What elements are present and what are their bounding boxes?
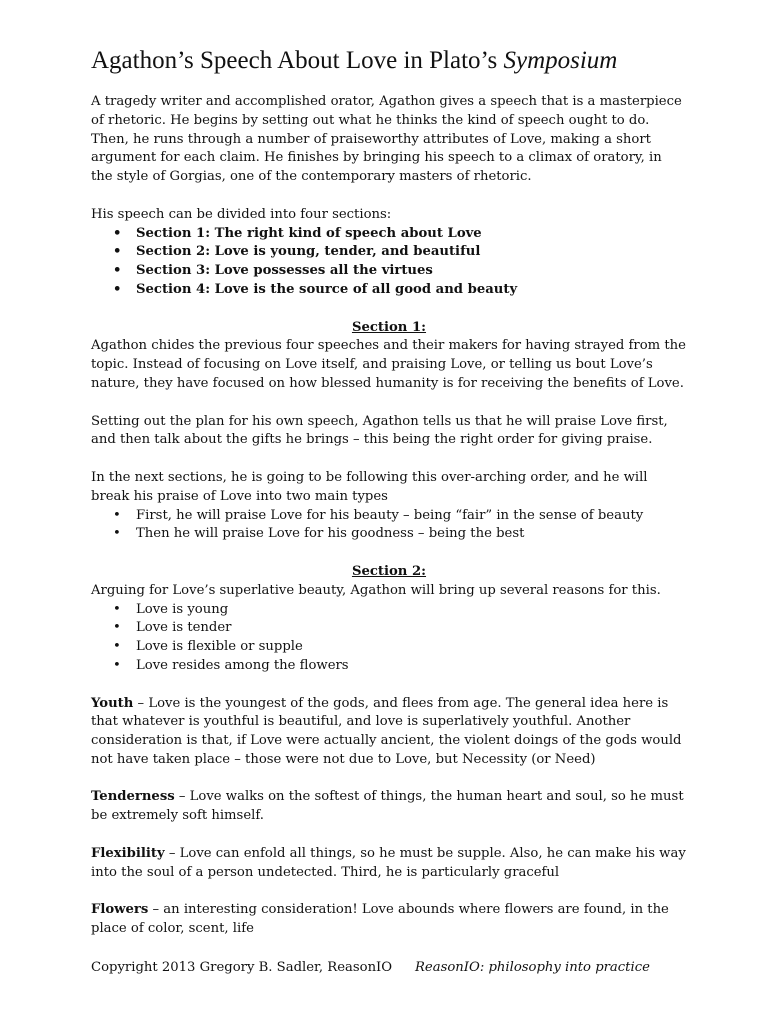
tenderness-text: – Love walks on the softest of things, the human heart and soul, so he must be extremely soft himself. xyxy=(91,789,684,824)
list-item: • Then he will praise Love for his goodness – being the best xyxy=(91,525,687,544)
section1-paragraph-3: In the next sections, he is going to be following this over-arching order, and he will break his praise of Love into two main types xyxy=(91,469,648,504)
page-title xyxy=(91,44,617,78)
list-item: • First, he will praise Love for his beauty – being “fair” in the sense of beauty xyxy=(91,507,687,526)
footer-tagline: ReasonIO: philosophy into practice xyxy=(415,960,650,975)
section2-heading: Section 2: xyxy=(351,563,427,579)
sections-list xyxy=(91,225,687,300)
list-item: • Section 3: Love possesses all the virtues xyxy=(91,262,687,281)
section2-paragraph-1: Arguing for Love’s superlative beauty, Agathon will bring up several reasons for this. xyxy=(91,582,661,598)
list-item: • Love is tender xyxy=(91,619,687,638)
flowers-text: – an interesting consideration! Love abounds where flowers are found, in the place of color, scent, life xyxy=(91,902,669,937)
flowers-paragraph xyxy=(91,901,687,939)
youth-text: – Love is the youngest of the gods, and flees from age. The general idea here is that whatever is youthful is beautiful, and love is superlatively youthful. Another consideration is that, if Love were actually ancient, the violent doings of the gods would not have taken place – those were not due to Love, but Necessity (or Need) xyxy=(91,695,682,767)
list-item: • Love resides among the flowers xyxy=(91,657,687,676)
sections-intro: His speech can be divided into four sections: xyxy=(91,206,392,222)
title-italic: Symposium xyxy=(503,47,618,74)
youth-term: Youth xyxy=(91,695,134,711)
flexibility-paragraph xyxy=(91,845,687,883)
document-body xyxy=(91,93,687,939)
list-item: • Section 4: Love is the source of all good and beauty xyxy=(91,281,687,300)
section1-paragraph-2: Setting out the plan for his own speech, Agathon tells us that he will praise Love first, and then talk about the gifts he brings – this being the right order for giving praise. xyxy=(91,413,668,448)
youth-paragraph xyxy=(91,695,687,770)
section1-heading: Section 1: xyxy=(351,319,427,335)
section1-list xyxy=(91,507,687,545)
flexibility-text: – Love can enfold all things, so he must be supple. Also, he can make his way into the soul of a person undetected. Third, he is particularly graceful xyxy=(91,845,686,880)
title-main: Agathon’s Speech About Love in Plato’s xyxy=(91,47,504,74)
footer-copyright: Copyright 2013 Gregory B. Sadler, ReasonIO xyxy=(91,960,393,975)
flowers-term: Flowers xyxy=(91,902,149,918)
list-item: • Love is young xyxy=(91,601,687,620)
section1-paragraph-1: Agathon chides the previous four speeches and their makers for having strayed from the topic. Instead of focusing on Love itself, and praising Love, or telling us bout Love’s nature, they have focused on how blessed humanity is for receiving the benefits of Love. xyxy=(91,338,686,391)
section2-list xyxy=(91,601,687,676)
list-item: • Section 2: Love is young, tender, and beautiful xyxy=(91,243,687,262)
list-item: • Love is flexible or supple xyxy=(91,638,687,657)
flexibility-term: Flexibility xyxy=(91,845,165,861)
intro-paragraph: A tragedy writer and accomplished orator, Agathon gives a speech that is a masterpiece of rhetoric. He begins by setting out what he thinks the kind of speech ought to do. Then, he runs through a number of praiseworthy attributes of Love, making a short argument for each claim. He finishes by bringing his speech to a climax of oratory, in the style of Gorgias, one of the contemporary masters of rhetoric. xyxy=(91,94,682,185)
tenderness-paragraph xyxy=(91,788,687,826)
tenderness-term: Tenderness xyxy=(91,789,175,805)
page-footer xyxy=(91,959,651,977)
list-item: • Section 1: The right kind of speech about Love xyxy=(91,225,687,244)
